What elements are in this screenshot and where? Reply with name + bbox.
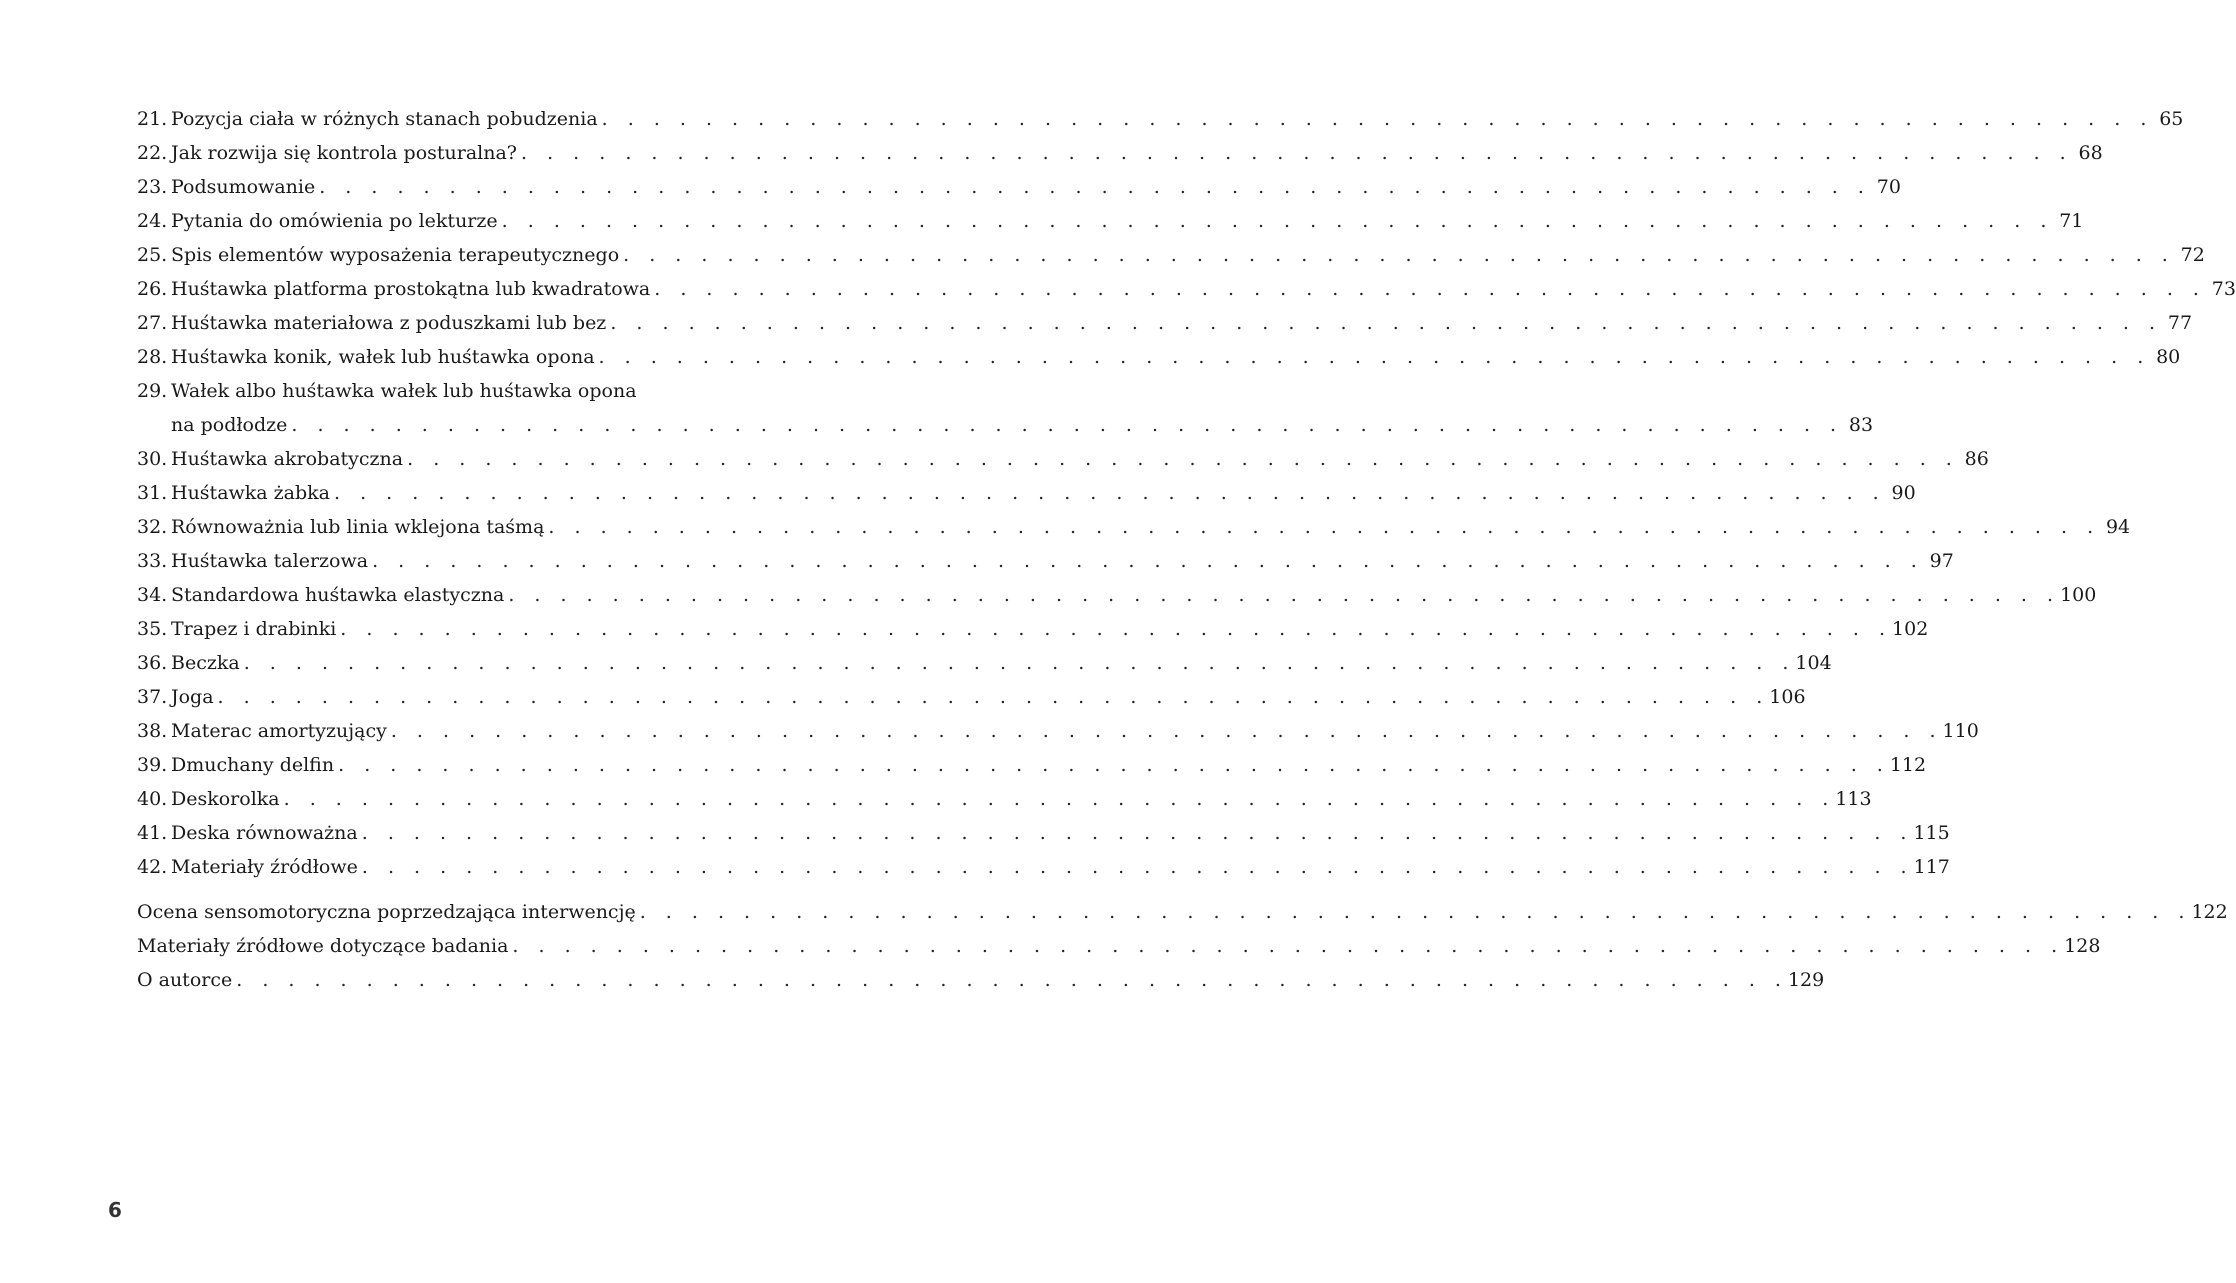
entry-title: Ocena sensomotoryczna poprzedzająca interwencję [137,901,636,923]
dot-leader: . . . . . . . . . . . . . . . . . . . . . . . . . . . . . . . . . . . . . . . . . . . . . . . . . . . . . . . . . . . . [639,901,2192,923]
entry-title: Dmuchany delfin [171,754,335,776]
entry-title: Beczka [171,652,240,674]
dot-leader: . . . . . . . . . . . . . . . . . . . . . . . . . . . . . . . . . . . . . . . . . . . . . . . . . . . . . . . . . . . . [501,210,2054,232]
entry-page-number: 104 [1795,652,1832,674]
entry-title: Joga [171,686,214,708]
toc-entry [137,816,1950,850]
entry-title: Pytania do omówienia po lekturze [171,210,498,232]
toc-entry [137,374,787,408]
entry-title: Pozycja ciała w różnych stanach pobudzenia [171,108,598,130]
toc-entry [137,714,1979,748]
entry-page-number: 94 [2105,516,2131,538]
dot-leader: . . . . . . . . . . . . . . . . . . . . . . . . . . . . . . . . . . . . . . . . . . . . . . . . . . . . . . . . . . . . [319,176,1871,198]
entry-title-continuation: na podłodze [171,414,288,436]
entry-number: 26. [137,278,168,300]
entry-number: 35. [137,618,168,640]
entry-title: Huśtawka żabka [171,482,331,504]
entry-title: Materiały źródłowe dotyczące badania [137,935,509,957]
entry-page-number: 106 [1769,686,1806,708]
dot-leader: . . . . . . . . . . . . . . . . . . . . . . . . . . . . . . . . . . . . . . . . . . . . . . . . . . . . . . . . . . . . [243,652,1796,674]
entry-page-number: 113 [1835,788,1872,810]
entry-title: Standardowa huśtawka elastyczna [171,584,505,606]
toc-entry [137,102,2184,136]
entry-page-number: 77 [2167,312,2193,334]
toc-entry [137,578,2097,612]
entry-page-number: 97 [1929,550,1954,572]
dot-leader: . . . . . . . . . . . . . . . . . . . . . . . . . . . . . . . . . . . . . . . . . . . . . . . . . . . . . . . . . . . . [236,969,1788,991]
entry-page-number: 115 [1913,822,1950,844]
entry-page-number: 68 [2078,142,2103,164]
toc-entry [137,306,2193,340]
entry-number: 32. [137,516,168,538]
entry-number: 22. [137,142,168,164]
toc-entry [137,442,1989,476]
entry-page-number: 117 [1913,856,1950,878]
entry-title: Deskorolka [171,788,280,810]
entry-number: 31. [137,482,168,504]
entry-page-number: 73 [2211,278,2236,300]
entry-number: 38. [137,720,168,742]
dot-leader: . . . . . . . . . . . . . . . . . . . . . . . . . . . . . . . . . . . . . . . . . . . . . . . . . . . . . . . . . . . . [340,618,1893,640]
toc-entry [137,646,1832,680]
entry-number: 23. [137,176,168,198]
entry-page-number: 71 [2059,210,2084,232]
entry-page-number: 90 [1891,482,1916,504]
entry-number: 33. [137,550,168,572]
dot-leader: . . . . . . . . . . . . . . . . . . . . . . . . . . . . . . . . . . . . . . . . . . . . . . . . . . . . . . . . . . . . [623,244,2175,266]
toc-entry [137,782,1872,816]
entry-title: Huśtawka talerzowa [171,550,369,572]
dot-leader: . . . . . . . . . . . . . . . . . . . . . . . . . . . . . . . . . . . . . . . . . . . . . . . . . . . . . . . . . . . . [390,720,1943,742]
toc-entry [137,238,2205,272]
entry-page-number: 110 [1942,720,1979,742]
entry-title: Podsumowanie [171,176,316,198]
entry-title: Materac amortyzujący [171,720,387,742]
entry-page-number: 72 [2180,244,2205,266]
entry-number: 30. [137,448,168,470]
dot-leader: . . . . . . . . . . . . . . . . . . . . . . . . . . . . . . . . . . . . . . . . . . . . . . . . . . . . . . . . . . . . [601,108,2154,130]
dot-leader: . . . . . . . . . . . . . . . . . . . . . . . . . . . . . . . . . . . . . . . . . . . . . . . . . . . . . . . . . . . . [512,935,2065,957]
entry-title: Trapez i drabinki [171,618,337,640]
entry-page-number: 122 [2191,901,2228,923]
dot-leader: . . . . . . . . . . . . . . . . . . . . . . . . . . . . . . . . . . . . . . . . . . . . . . . . . . . . . . . . . . . . [361,856,1914,878]
entry-page-number: 80 [2156,346,2181,368]
toc-entry [137,476,1916,510]
toc-appendix-entry [137,929,2101,963]
entry-title: Huśtawka konik, wałek lub huśtawka opona [171,346,595,368]
entry-title: Materiały źródłowe [171,856,358,878]
table-of-contents [137,102,2236,997]
toc-entry [137,612,1929,646]
toc-entry [137,272,2236,306]
entry-title: Huśtawka materiałowa z poduszkami lub bez [171,312,607,334]
dot-leader: . . . . . . . . . . . . . . . . . . . . . . . . . . . . . . . . . . . . . . . . . . . . . . . . . . . . . . . . . . . . [598,346,2151,368]
toc-entry [137,748,1927,782]
entry-page-number: 129 [1787,969,1825,991]
entry-page-number: 112 [1889,754,1927,776]
dot-leader: . . . . . . . . . . . . . . . . . . . . . . . . . . . . . . . . . . . . . . . . . . . . . . . . . . . . . . . . . . . . [338,754,1890,776]
toc-appendix-entry [137,963,1825,997]
entry-number: 25. [137,244,168,266]
entry-number: 28. [137,346,168,368]
entry-title: Huśtawka akrobatyczna [171,448,404,470]
entry-page-number: 65 [2159,108,2184,130]
dot-leader: . . . . . . . . . . . . . . . . . . . . . . . . . . . . . . . . . . . . . . . . . . . . . . . . . . . . . . . . . . . . [654,278,2206,300]
dot-leader: . . . . . . . . . . . . . . . . . . . . . . . . . . . . . . . . . . . . . . . . . . . . . . . . . . . . . . . . . . . . [521,142,2073,164]
entry-number: 29. [137,380,168,402]
dot-leader: . . . . . . . . . . . . . . . . . . . . . . . . . . . . . . . . . . . . . . . . . . . . . . . . . . . . . . . . . . . . [407,448,1959,470]
dot-leader: . . . . . . . . . . . . . . . . . . . . . . . . . . . . . . . . . . . . . . . . . . . . . . . . . . . . . . . . . . . . [361,822,1914,844]
entry-page-number: 86 [1964,448,1989,470]
section-gap [137,884,787,895]
toc-entry [137,204,2084,238]
entry-number: 21. [137,108,168,130]
entry-page-number: 100 [2060,584,2097,606]
page-number: 6 [108,1198,122,1222]
toc-appendix-entry [137,895,2228,929]
entry-number: 40. [137,788,168,810]
dot-leader: . . . . . . . . . . . . . . . . . . . . . . . . . . . . . . . . . . . . . . . . . . . . . . . . . . . . . . . . . . . . [548,516,2101,538]
entry-number: 42. [137,856,168,878]
toc-entry [137,850,1950,884]
toc-entry [137,170,1901,204]
entry-number: 27. [137,312,168,334]
entry-page-number: 102 [1892,618,1929,640]
entry-title: Huśtawka platforma prostokątna lub kwadratowa [171,278,651,300]
entry-page-number: 83 [1848,414,1874,436]
entry-title: Jak rozwija się kontrola posturalna? [171,142,517,164]
entry-number: 37. [137,686,168,708]
entry-number: 39. [137,754,168,776]
toc-entry [137,340,2181,374]
entry-title: Równoważnia lub linia wklejona taśmą [171,516,545,538]
entry-number: 34. [137,584,168,606]
dot-leader: . . . . . . . . . . . . . . . . . . . . . . . . . . . . . . . . . . . . . . . . . . . . . . . . . . . . . . . . . . . . [610,312,2163,334]
entry-number: 24. [137,210,168,232]
entry-title: O autorce [137,969,233,991]
dot-leader: . . . . . . . . . . . . . . . . . . . . . . . . . . . . . . . . . . . . . . . . . . . . . . . . . . . . . . . . . . . . [372,550,1924,572]
toc-entry [137,510,2131,544]
toc-entry-continuation [137,408,1874,442]
entry-page-number: 128 [2064,935,2101,957]
dot-leader: . . . . . . . . . . . . . . . . . . . . . . . . . . . . . . . . . . . . . . . . . . . . . . . . . . . . . . . . . . . . [508,584,2061,606]
entry-number: 41. [137,822,168,844]
entry-title: Wałek albo huśtawka wałek lub huśtawka opona [171,380,637,402]
dot-leader: . . . . . . . . . . . . . . . . . . . . . . . . . . . . . . . . . . . . . . . . . . . . . . . . . . . . . . . . . . . . [283,788,1836,810]
entry-title: Deska równoważna [171,822,358,844]
entry-number: 36. [137,652,168,674]
entry-page-number: 70 [1876,176,1901,198]
dot-leader: . . . . . . . . . . . . . . . . . . . . . . . . . . . . . . . . . . . . . . . . . . . . . . . . . . . . . . . . . . . . [291,414,1844,436]
toc-entry [137,680,1806,714]
entry-title: Spis elementów wyposażenia terapeutycznego [171,244,620,266]
toc-entry [137,136,2103,170]
dot-leader: . . . . . . . . . . . . . . . . . . . . . . . . . . . . . . . . . . . . . . . . . . . . . . . . . . . . . . . . . . . . [217,686,1770,708]
dot-leader: . . . . . . . . . . . . . . . . . . . . . . . . . . . . . . . . . . . . . . . . . . . . . . . . . . . . . . . . . . . . [334,482,1886,504]
toc-entry [137,544,1954,578]
